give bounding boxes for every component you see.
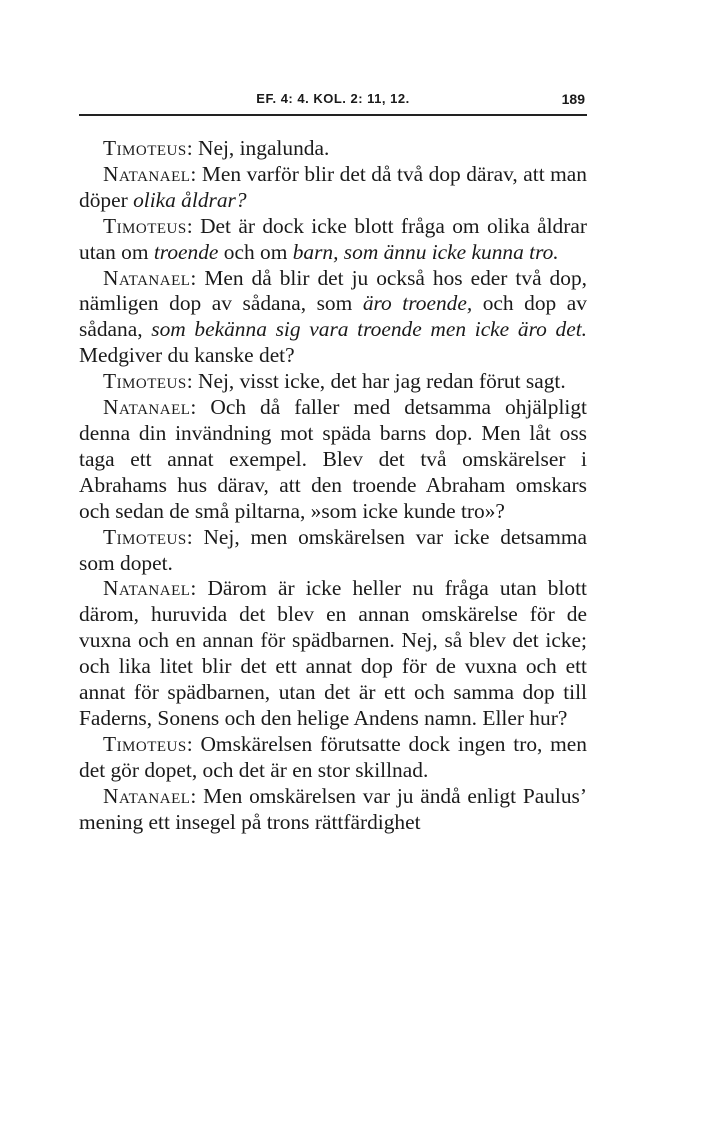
dialogue-paragraph [79,576,587,731]
dialogue-text: : Men omskärelsen var ju ändå enligt Paulus’ mening ett insegel på trons rättfärdighet [79,783,587,834]
dialogue-paragraph [79,136,587,162]
italic-text: troende [153,239,219,264]
speaker-name: Natanael [103,576,191,601]
speaker-name: Natanael [103,265,191,290]
italic-text: olika åldrar? [133,187,247,212]
dialogue-text: Medgiver du kanske det? [79,343,295,368]
dialogue-text: : Nej, ingalunda. [186,136,330,160]
speaker-name: Natanael [103,161,191,186]
speaker-name: Natanael [103,395,191,420]
dialogue-paragraph [79,162,587,214]
dialogue-text: : Och då faller med detsamma ohjälpligt denna din invändning mot späda barns dop. Men låt oss taga ett annat exempel. Blev det två omskärelser i Abrahams hus därav, att den troende Abraham omskars och sedan de små piltarna, »som icke kunde tro»? [79,395,587,523]
dialogue-text: : Omskärelsen förutsatte dock ingen tro, men det gör dopet, och det är en stor skillnad. [79,731,587,782]
page-header [79,88,587,116]
italic-text: som bekänna sig vara troende men icke äro det. [151,317,587,342]
dialogue-paragraph [79,266,587,370]
italic-text: äro troende, [362,291,473,316]
page-number: 189 [561,91,585,107]
dialogue-paragraph [79,732,587,784]
dialogue-text: : Därom är icke heller nu fråga utan blott därom, huruvida det blev en annan omskärelse för de vuxna och en annan för spädbarnen. Nej, så blev det icke; och lika litet blir det ett annat dop för de vuxna och ett annat för spädbarnen, utan det är ett och samma dop till Faderns, Sonens och den helige Andens namn. Eller hur? [79,576,587,730]
running-head: EF. 4: 4. KOL. 2: 11, 12. [256,91,410,106]
page-body [79,136,587,835]
dialogue-text: : Det är dock icke blott fråga om olika åldrar utan om [79,213,587,264]
speaker-name: Timoteus [103,213,187,238]
dialogue-paragraph [79,784,587,836]
speaker-name: Timoteus [103,369,187,394]
speaker-name: Timoteus [103,731,187,756]
dialogue-text: och om [218,239,293,264]
dialogue-paragraph [79,395,587,525]
dialogue-text: : Men då blir det ju också hos eder två dop, nämligen dop av sådana, som [79,265,587,316]
speaker-name: Timoteus [103,524,187,549]
dialogue-paragraph [79,525,587,577]
dialogue-text: : Nej, men omskärelsen var icke detsamma som dopet. [79,524,587,575]
speaker-name: Timoteus [103,136,187,160]
dialogue-text: : Men varför blir det då två dop därav, att man döper [79,161,587,212]
italic-text: barn, som ännu icke kunna tro. [292,239,559,264]
dialogue-text: : Nej, visst icke, det har jag redan förut sagt. [186,369,566,394]
dialogue-text: och dop av sådana, [79,291,587,342]
dialogue-paragraph [79,369,587,395]
dialogue-paragraph [79,214,587,266]
speaker-name: Natanael [103,783,191,808]
